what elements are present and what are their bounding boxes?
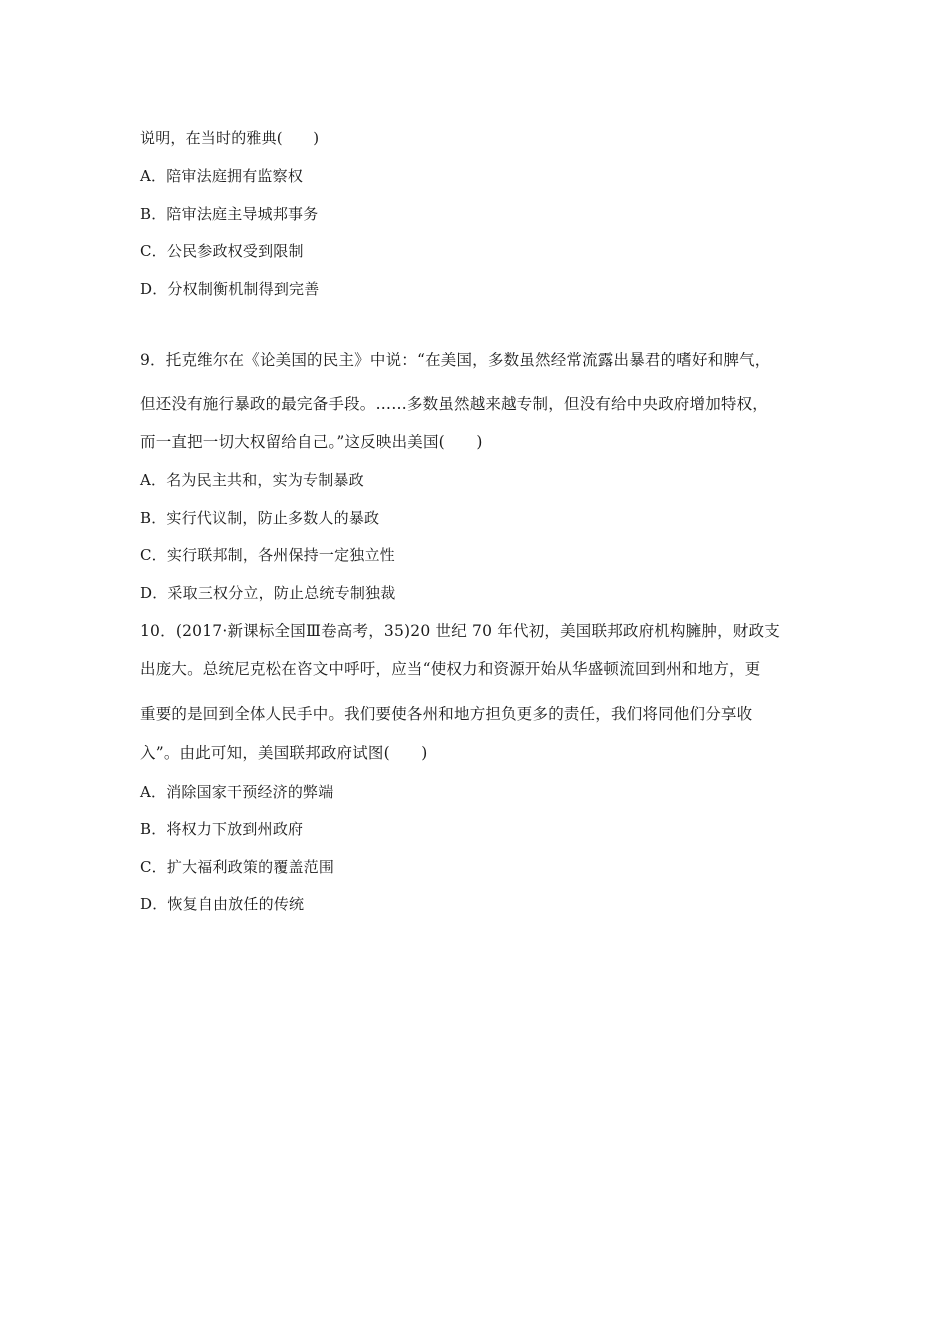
q10-option-b: B．将权力下放到州政府 xyxy=(140,820,304,838)
q9-option-c: C．实行联邦制，各州保持一定独立性 xyxy=(140,546,395,564)
q8-option-a: A．陪审法庭拥有监察权 xyxy=(140,167,304,185)
q10-option-c: C．扩大福利政策的覆盖范围 xyxy=(140,858,335,876)
q9-option-d: D．采取三权分立，防止总统专制独裁 xyxy=(140,584,396,602)
q8-option-d: D．分权制衡机制得到完善 xyxy=(140,280,320,298)
q8-option-b: B．陪审法庭主导城邦事务 xyxy=(140,205,319,223)
q10-option-d: D．恢复自由放任的传统 xyxy=(140,895,305,913)
q8-stem-tail: 说明，在当时的雅典( ) xyxy=(140,129,320,147)
q9-option-b: B．实行代议制，防止多数人的暴政 xyxy=(140,509,380,527)
q9-stem-line-3: 而一直把一切大权留给自己。”这反映出美国( ) xyxy=(140,433,483,451)
q10-stem-line-4: 入”。由此可知，美国联邦政府试图( ) xyxy=(140,744,428,762)
q8-option-c: C．公民参政权受到限制 xyxy=(140,242,304,260)
q9-stem-line-2: 但还没有施行暴政的最完备手段。……多数虽然越来越专制，但没有给中央政府增加特权， xyxy=(140,395,769,413)
q9-stem-line-1: 9．托克维尔在《论美国的民主》中说：“在美国，多数虽然经常流露出暴君的嗜好和脾气， xyxy=(140,351,771,369)
q10-option-a: A．消除国家干预经济的弊端 xyxy=(140,783,334,801)
q9-option-a: A．名为民主共和，实为专制暴政 xyxy=(140,471,364,489)
q10-stem-line-2: 出庞大。总统尼克松在咨文中呼吁，应当“使权力和资源开始从华盛顿流回到州和地方，更 xyxy=(140,660,761,678)
q10-stem-line-1: 10．(2017·新课标全国Ⅲ卷高考，35)20 世纪 70 年代初，美国联邦政府机构臃肿，财政支 xyxy=(140,622,780,640)
q10-stem-line-3: 重要的是回到全体人民手中。我们要使各州和地方担负更多的责任，我们将同他们分享收 xyxy=(140,705,753,723)
